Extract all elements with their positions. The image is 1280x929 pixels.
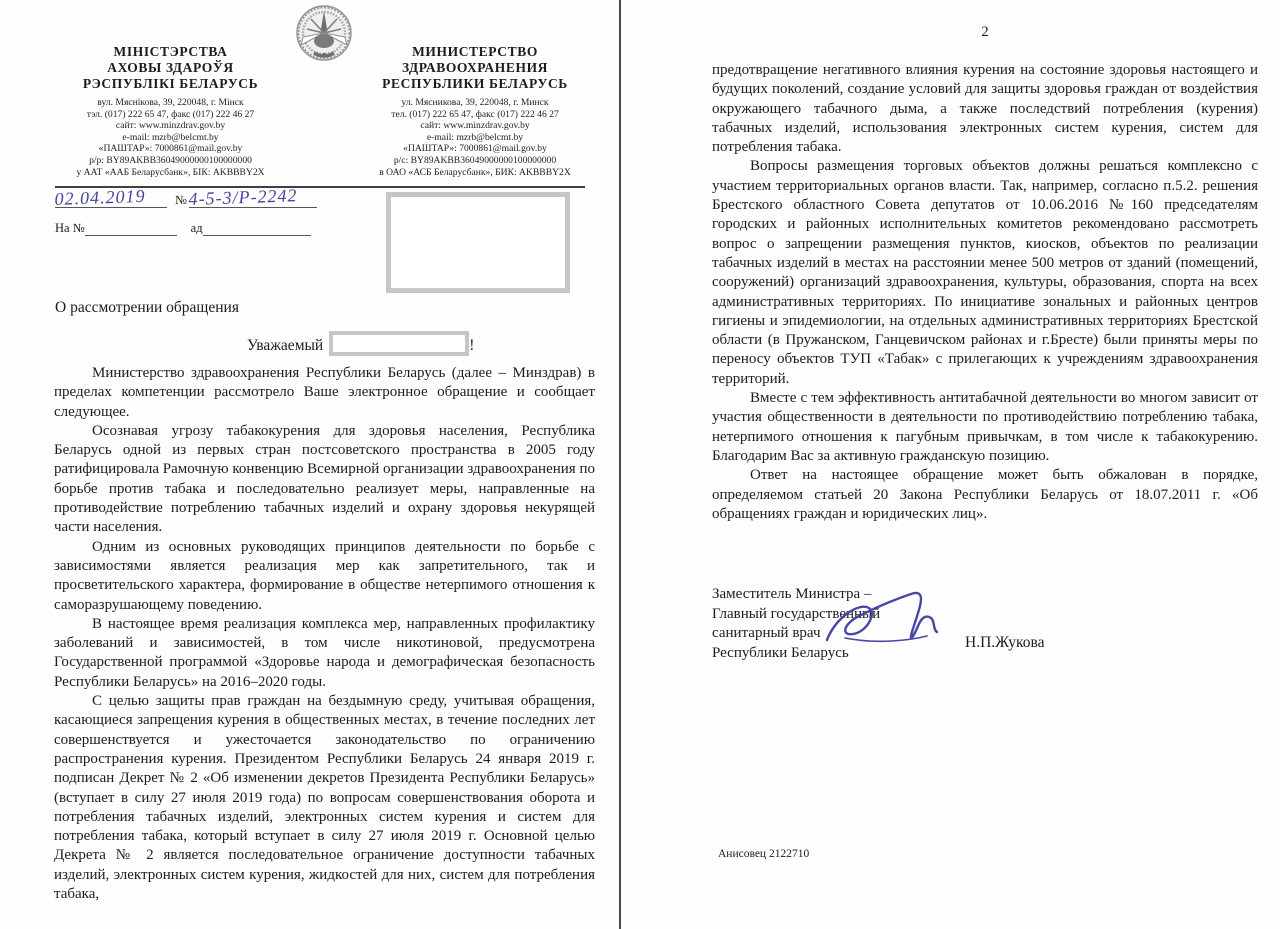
signoff-title-line: Главный государственный <box>712 605 881 622</box>
paragraph: В настоящее время реализация комплекса мер, направленных профилактику заболеваний и зависимостей, в том числе никотиновой, предусмотрена Государственной программой «Здоровье народа и демографическая безопасность Республики Беларусь» на 2016–2020 годы. <box>54 615 595 690</box>
incoming-reference-line <box>55 219 311 236</box>
letterhead-russian <box>366 44 584 178</box>
org-name-by-line: АХОВЫ ЗДАРОЎЯ <box>107 60 234 75</box>
redaction-box-addressee-name <box>329 331 469 356</box>
paragraph: С целью защиты прав граждан на бездымную среду, учитывая обращения, касающиеся запрещения курения в общественных местах, в течение последних лет совершенствуется и ужесточается законодательство по ограничению распространения курения. Президентом Республики Беларусь 24 января 2019 г. подписан Декрет № 2 «Об изменении декретов Президента Республики Беларусь» (вступает в силу 27 июля 2019 года) по вопросам совершенствования оборота и потребления табачных изделий, электронных систем курения и систем для потребления табака, который вступает в силу 27 июля 2019 г. Основной целью Декрета № 2 является последовательное ограничение доступности табачных изделий, электронных систем курения, жидкостей для них, систем для потребления табака, <box>54 693 595 903</box>
org-name-by-line: МІНІСТЭРСТВА <box>113 44 228 59</box>
signoff-title-line: Заместитель Министра – <box>712 586 872 602</box>
paragraph: Ответ на настоящее обращение может быть обжалован в порядке, определяемом статьей 20 Закона Республики Беларусь от 18.07.2011 г. «Об обращениях граждан и юридических лиц». <box>712 467 1258 522</box>
paragraph: Одним из основных руководящих принципов деятельности по борьбе с зависимостями является реализация мер как запретительного, так и просветительского характера, формирование в обществе нетерпимого отношения к саморазрушающему поведению. <box>54 538 595 613</box>
signer-name: Н.П.Жукова <box>965 634 1045 651</box>
na-label: На № <box>55 221 85 235</box>
ad-blank-line <box>203 219 311 236</box>
address-line: сайт: www.minzdrav.gov.by <box>420 120 530 132</box>
org-name-ru-line: ЗДРАВООХРАНЕНИЯ <box>401 60 549 75</box>
address-line: сайт: www.minzdrav.gov.by <box>115 120 226 132</box>
address-line: «ПАШТАР»: 7000861@mail.gov.by <box>403 143 547 155</box>
letterhead-belarusian <box>48 44 293 178</box>
number-sign: № <box>175 193 187 207</box>
paragraph: Министерство здравоохранения Республики Беларусь (далее – Минздрав) в пределах компетенции рассмотрело Ваше электронное обращение и сообщает следующее. <box>54 365 595 420</box>
paragraph: предотвращение негативного влияния курения на состояние здоровья настоящего и будущих поколений, создание условий для защиты здоровья граждан от воздействия окружающего табачного дыма, а также последствий потребления (курения) табачных изделий, использования электронных систем курения, систем для потребления табака. <box>712 62 1258 156</box>
org-name-ru-line: РЕСПУБЛИКИ БЕЛАРУСЬ <box>382 76 568 91</box>
org-name-by-line: РЭСПУБЛІКІ БЕЛАРУСЬ <box>82 76 259 91</box>
belarus-coat-of-arms-icon <box>293 3 355 65</box>
page-number: 2 <box>981 24 989 40</box>
page2-body <box>712 61 1258 524</box>
executor-reference: Анисовец 2122710 <box>718 848 810 860</box>
number-blank-line <box>188 185 317 210</box>
address-line: тэл. (017) 222 65 47, факс (017) 222 46 27 <box>86 108 255 120</box>
address-line: у ААТ «ААБ Беларусбанк», БІК: AKBBBY2X <box>76 166 265 178</box>
paragraph: Вопросы размещения торговых объектов должны решаться комплексно с участием территориальных органов власти. Так, например, согласно п.5.2. решения Брестского областного Совета депутатов от 10.06.2016 №160 председателям городских и районных исполнительных комитетов рекомендовано рассмотреть вопрос о запрещении размещения пунктов, киосков, объектов по реализации табачных изделий в местах на расстоянии менее 500 метров от зданий (помещений, сооружений) организаций здравоохранения, культуры, образования, спорта на всех административных территориях. По инициативе зональных и районных центров гигиены и эпидемиологии, на отдельных административных территориях Брестской области (в Пружанском, Ганцевичском районах и г.Бресте) были приняты меры по переносу объектов ТУП «Табак» с прилегающих к учреждениям здравоохранения территорий. <box>712 158 1258 387</box>
handwritten-number: 4-5-3/Р-2242 <box>188 185 298 210</box>
page-divider <box>619 0 621 929</box>
page1-body <box>54 364 595 904</box>
salutation <box>247 331 474 356</box>
redaction-box-addressee-address <box>386 192 570 293</box>
address-line: ул. Мясникова, 39, 220048, г. Минск <box>401 97 549 108</box>
ad-label: ад <box>190 221 203 235</box>
address-line: e-mail: mzrb@belcmt.by <box>122 131 219 143</box>
address-line: вул. Мяснікова, 39, 220048, г. Мінск <box>97 97 244 108</box>
address-line: р/р: BY89AKBB36049000000100000000 <box>89 154 252 166</box>
signoff-title-line: санитарный врач <box>712 625 821 641</box>
org-name-ru-line: МИНИСТЕРСТВО <box>412 44 538 59</box>
paragraph: Осознавая угрозу табакокурения для здоровья населения, Республика Беларусь одной из первых стран постсоветского пространства в 2005 году ратифицировала Рамочную конвенцию Всемирной организации здравоохранения по борьбе против табака и последовательно реализует меры, направленные на противодействие потреблению табачных изделий и охрану здоровья некурящей части населения. <box>54 422 595 536</box>
signature-icon <box>815 578 965 663</box>
address-line: в ОАО «АСБ Беларусбанк», БИК: AKBBBY2X <box>379 166 571 178</box>
signoff-title-line: Республики Беларусь <box>712 644 849 661</box>
salutation-suffix: ! <box>469 337 475 354</box>
subject-line: О рассмотрении обращения <box>55 299 239 316</box>
address-line: тел. (017) 222 65 47, факс (017) 222 46 27 <box>391 108 559 120</box>
date-blank-line <box>54 185 167 210</box>
address-line: e-mail: mzrb@belcmt.by <box>426 131 524 143</box>
salutation-prefix: Уважаемый <box>247 337 324 354</box>
paragraph: Вместе с тем эффективность антитабачной деятельности во многом зависит от участия общественности в деятельности по противодействию потреблению табака, нетерпимого отношения к пагубным привычкам, в том числе к табакокурению. Благодарим Вас за активную гражданскую позицию. <box>712 390 1258 464</box>
address-line: «ПАШТАР»: 7000861@mail.gov.by <box>98 143 243 155</box>
address-line: р/с: BY89AKBB36049000000100000000 <box>393 154 557 166</box>
handwritten-date: 02.04.2019 <box>54 185 146 210</box>
outgoing-reference-line <box>54 185 317 210</box>
na-blank-line <box>85 219 177 236</box>
